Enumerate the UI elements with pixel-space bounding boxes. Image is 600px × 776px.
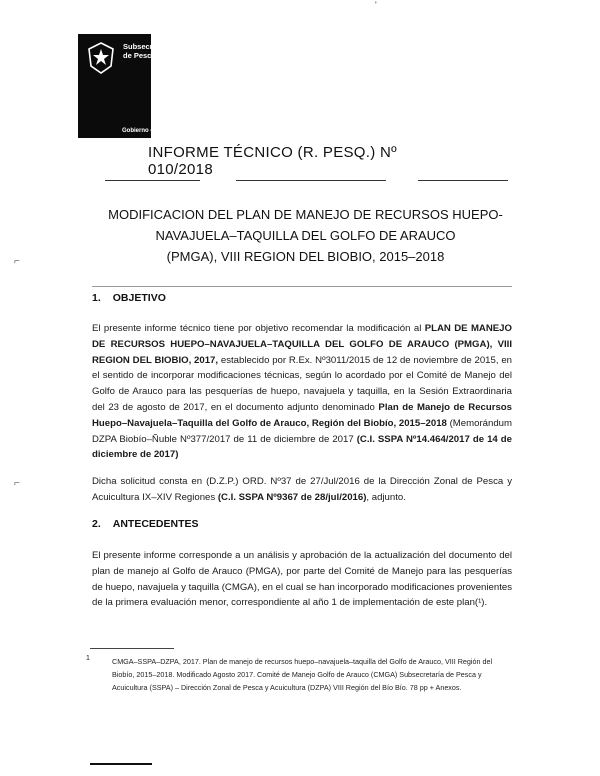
s1p2-text-c: , adjunto. (366, 491, 406, 503)
main-title-line1: MODIFICACION DEL PLAN DE MANEJO DE RECURSOS HUEPO- (108, 207, 503, 222)
main-title (108, 204, 503, 267)
section2-title: ANTECEDENTES (112, 518, 199, 530)
s1p1-plan-name: PLAN DE MANEJO DE RECURSOS HUEPO–NAVAJUELA–TAQUILLA DEL GOLFO DE ARAUCO (PMGA), VIII REGION DEL BIOBIO, 2017, (92, 323, 512, 366)
s1p1-text-c: establecido por R.Ex. Nº3011/2015 de 12 de noviembre de 2015, en el sentido de incorporar modificaciones técnicas, según lo acordado por el Comité de Manejo del Golfo de Arauco para las pesquerías de huepo, navajuela y taquilla, en la Sesión Extraordinaria del 23 de agosto de 2017, en el documento adjunto denominado (92, 354, 512, 413)
report-title: INFORME TÉCNICO (R. PESQ.) Nº 010/2018 (148, 144, 397, 178)
footnote-text: CMGA–SSPA–DZPA, 2017. Plan de manejo de recursos huepo–navajuela–taquilla del Golfo de Arauco, VIII Región del Biobío, 2015–2018. Modificado Agosto 2017. Comité de Manejo Golfo de Arauco (CMGA) Subsecretaría de Pesca y Acuicultura (SSPA) – Dirección Zonal de Pesca y Acuicultura (DZPA) VIII Región del Bío Bío. 78 pp + Anexos. (112, 657, 493, 692)
logo-org-line2: de Pesca (123, 51, 156, 60)
section1-paragraph2 (92, 474, 512, 506)
section-rule (92, 286, 512, 287)
section2-number: 2. (92, 518, 101, 530)
title-rule-mid (236, 180, 386, 181)
main-title-line2: NAVAJUELA–TAQUILLA DEL GOLFO DE ARAUCO (155, 228, 456, 243)
s1p2-ci-ref: (C.I. SSPA Nº9367 de 28/jul/2016) (217, 491, 367, 503)
section1-title: OBJETIVO (112, 292, 166, 304)
chile-seal-icon (84, 40, 118, 76)
section1-number: 1. (92, 292, 101, 304)
subpesca-logo (78, 34, 188, 138)
s1p1-text-e: (Memorándum DZPA Biobío–Ñuble Nº377/2017 de 11 de diciembre de 2017 (92, 417, 512, 445)
margin-mark-2: ⌐ (14, 478, 20, 489)
margin-mark-1: ⌐ (14, 256, 20, 267)
logo-gov-label: Gobierno de Chile (122, 128, 174, 134)
s1p1-ci-ref: (C.I. SSPA Nº14.464/2017 de 14 de diciembre de 2017) (92, 433, 512, 461)
main-title-line3: (PMGA), VIII REGION DEL BIOBIO, 2015–2018 (166, 249, 445, 264)
section2-paragraph1: El presente informe corresponde a un análisis y aprobación de la actualización del documento del plan de manejo al Golfo de Arauco (PMGA), por parte del Comité de Manejo para las pesquerías de huepo, navajuela y taquilla (CMGA), en el cual se han incorporado modificaciones provenientes de la primera evaluación menor, correspondiente al año 1 de implementación de este plan(¹). (92, 550, 512, 609)
footnote-mark: 1 (86, 655, 90, 662)
top-mark: ' (375, 0, 377, 10)
logo-org-line1: Subsecretaría (123, 42, 173, 51)
s1p2-text-a: Dicha solicitud consta en (D.Z.P.) ORD. Nº37 de 27/Jul/2016 de la Dirección Zonal de Pesca y Acuicultura IX–XIV Regiones (92, 476, 512, 503)
bottom-bar (90, 763, 152, 765)
title-rule-right (418, 180, 508, 181)
logo-org-name (123, 42, 173, 60)
section2-heading (92, 518, 199, 530)
section1-heading (92, 292, 166, 304)
section1-paragraph1 (92, 321, 512, 463)
s1p1-text-a: El presente informe técnico tiene por objetivo recomendar la modificación al (92, 323, 425, 334)
s1p1-doc-name: Plan de Manejo de Recursos Huepo–Navajuela–Taquilla del Golfo de Arauco, Región del Biobío, 2015–2018 (92, 401, 512, 429)
title-rule-left (105, 180, 200, 181)
footnote-rule (90, 648, 174, 649)
